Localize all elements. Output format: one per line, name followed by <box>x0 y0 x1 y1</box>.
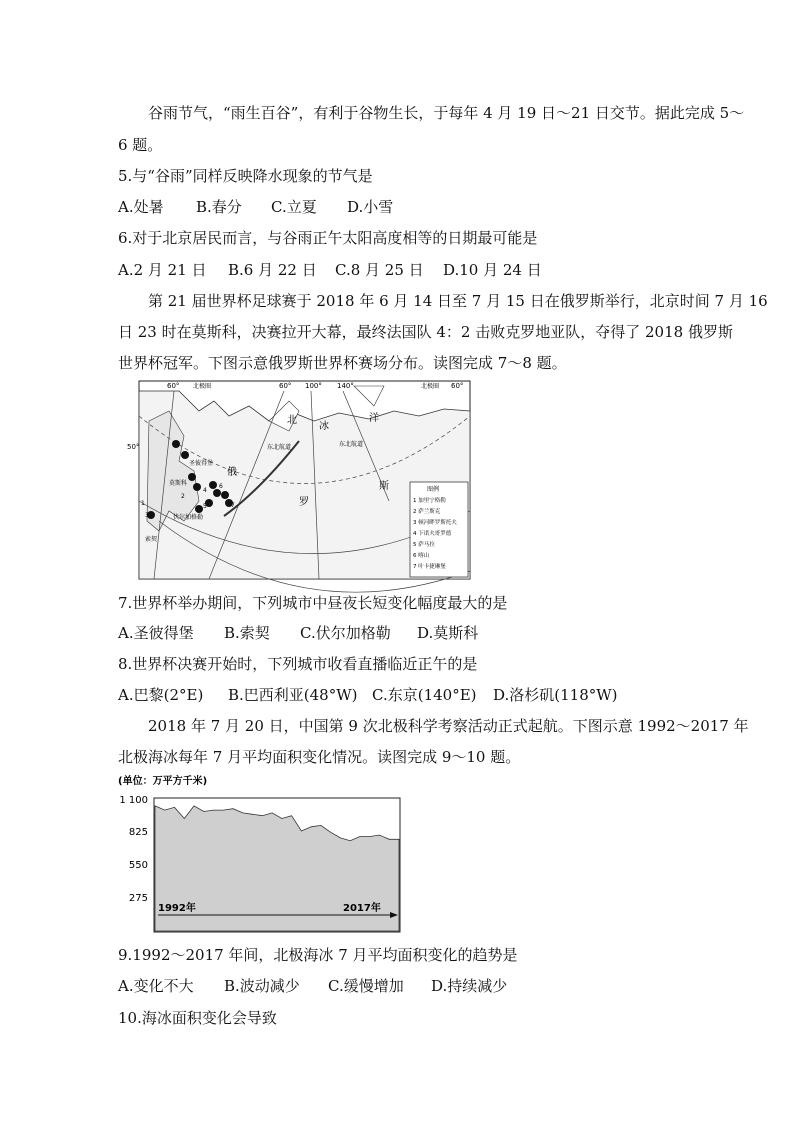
question-9-option-a[interactable]: A.变化不大 <box>118 977 194 995</box>
map-legend-item-4: 4 下诺夫哥罗德 <box>413 531 452 537</box>
chart-y-tick-550: 550 <box>128 860 148 871</box>
map-number-7: 7 <box>231 502 235 509</box>
map-legend-item-1: 1 加里宁格勒 <box>413 498 446 504</box>
map-venue-dot <box>172 440 180 448</box>
map-number-3: 3 <box>145 512 149 519</box>
question-7-option-c[interactable]: C.伏尔加格勒 <box>300 624 391 642</box>
map-venue-dot <box>209 481 217 489</box>
question-5-option-d[interactable]: D.小雪 <box>347 198 394 216</box>
chart-y-tick-275: 275 <box>128 893 148 904</box>
chart-unit-label: (单位：万平方千米) <box>118 776 208 787</box>
chart-y-tick-1100: 1 100 <box>119 795 148 806</box>
map-city-moscow: 莫斯科 <box>169 480 188 487</box>
map-city-volgograd: 伏尔加格勒 <box>173 514 204 521</box>
question-8-stem: 8.世界杯决赛开始时，下列城市收看直播临近正午的是 <box>118 655 478 673</box>
map-venue-dot <box>193 483 201 491</box>
map-legend-box <box>410 482 468 577</box>
chart-y-tick-825: 825 <box>128 827 148 838</box>
question-8-option-c[interactable]: C.东京(140°E) <box>372 686 477 704</box>
map-number-5: 5 <box>203 503 207 510</box>
question-7-stem: 7.世界杯举办期间，下列城市中昼夜长短变化幅度最大的是 <box>118 594 508 612</box>
map-label-100: 100° <box>305 382 322 390</box>
question-6-option-c[interactable]: C.8 月 25 日 <box>335 261 424 279</box>
map-label-arctic-circle-right: 北极圈 <box>421 383 440 390</box>
question-6-option-b[interactable]: B.6 月 22 日 <box>228 261 317 279</box>
map-venue-dot <box>181 451 189 459</box>
question-5-option-a[interactable]: A.处暑 <box>118 198 164 216</box>
question-6-option-d[interactable]: D.10 月 24 日 <box>443 261 542 279</box>
question-8-option-d[interactable]: D.洛杉矶(118°W) <box>493 686 618 704</box>
question-9-option-d[interactable]: D.持续减少 <box>431 977 508 995</box>
map-label-country-1: 俄 <box>227 467 237 478</box>
question-9-stem: 9.1992～2017 年间，北极海冰 7 月平均面积变化的趋势是 <box>118 946 518 964</box>
map-number-4: 4 <box>203 487 207 494</box>
map-label-60-left: 60° <box>167 382 180 390</box>
map-label-60-right: 60° <box>451 382 464 390</box>
question-9-option-b[interactable]: B.波动减少 <box>224 977 300 995</box>
question-5-option-c[interactable]: C.立夏 <box>271 198 317 216</box>
question-7-option-d[interactable]: D.莫斯科 <box>417 624 479 642</box>
map-venue-dot <box>221 491 229 499</box>
question-8-option-b[interactable]: B.巴西利亚(48°W) <box>228 686 358 704</box>
passage-7-8-line-2: 日 23 时在莫斯科，决赛拉开大幕，最终法国队 4：2 击败克罗地亚队，夺得了 2018 俄罗斯 <box>118 323 733 341</box>
map-venue-dot <box>213 489 221 497</box>
map-label-country-3: 斯 <box>379 481 389 492</box>
chart-x-end-label: 2017年 <box>343 903 381 914</box>
question-5-stem: 5.与“谷雨”同样反映降水现象的节气是 <box>118 167 373 185</box>
map-legend-item-3: 3 顿河畔罗斯托夫 <box>413 520 457 526</box>
map-label-ocean-1: 北 <box>287 415 297 426</box>
map-venue-dot <box>195 505 203 513</box>
passage-7-8-line-3: 世界杯冠军。下图示意俄罗斯世界杯赛场分布。读图完成 7～8 题。 <box>118 354 567 372</box>
question-7-option-b[interactable]: B.索契 <box>224 624 270 642</box>
map-legend-title: 图例 <box>427 486 440 493</box>
map-label-route-2: 东北航道 <box>339 441 364 448</box>
question-10-stem: 10.海冰面积变化会导致 <box>118 1009 277 1027</box>
map-number-6: 6 <box>219 483 223 490</box>
map-label-country-2: 罗 <box>299 497 309 508</box>
map-number-2: 2 <box>181 493 185 500</box>
passage-7-8-line-1: 第 21 届世界杯足球赛于 2018 年 6 月 14 日至 7 月 15 日在俄罗斯举行，北京时间 7 月 16 <box>148 292 768 310</box>
passage-5-6-line-1: 谷雨节气，“雨生百谷”，有利于谷物生长，于每年 4 月 19 日～21 日交节。据此完成 5～ <box>148 104 745 122</box>
passage-5-6-line-2: 6 题。 <box>118 136 163 154</box>
question-9-option-c[interactable]: C.缓慢增加 <box>328 977 404 995</box>
map-city-st-petersburg: 圣彼得堡 <box>189 460 214 467</box>
question-8-option-a[interactable]: A.巴黎(2°E) <box>118 686 204 704</box>
sea-ice-area-chart <box>118 773 403 936</box>
passage-9-10-line-1: 2018 年 7 月 20 日，中国第 9 次北极科学考察活动正式起航。下图示意 1992～2017 年 <box>148 717 749 735</box>
question-6-option-a[interactable]: A.2 月 21 日 <box>118 261 207 279</box>
passage-9-10-line-2: 北极海冰每年 7 月平均面积变化情况。读图完成 9～10 题。 <box>118 748 521 766</box>
map-label-50: 50° <box>127 443 140 451</box>
question-7-option-a[interactable]: A.圣彼得堡 <box>118 624 194 642</box>
map-city-sochi: 索契 <box>145 536 158 543</box>
question-5-option-b[interactable]: B.春分 <box>196 198 242 216</box>
chart-x-start-label: 1992年 <box>158 903 196 914</box>
map-label-ocean-3: 洋 <box>369 413 379 424</box>
map-label-arctic-circle-left: 北极圈 <box>193 383 212 390</box>
map-label-140: 140° <box>337 382 354 390</box>
map-venue-dot <box>188 473 196 481</box>
map-label-ocean-2: 冰 <box>319 421 329 432</box>
map-number-1: 1 <box>141 500 145 507</box>
map-legend-item-6: 6 喀山 <box>413 553 430 559</box>
russia-worldcup-venue-map <box>127 381 470 579</box>
map-legend-item-5: 5 萨马拉 <box>413 542 435 548</box>
map-label-60-mid: 60° <box>279 382 292 390</box>
question-6-stem: 6.对于北京居民而言，与谷雨正午太阳高度相等的日期最可能是 <box>118 229 538 247</box>
map-legend-item-7: 7 叶卡捷琳堡 <box>413 564 446 570</box>
map-legend-item-2: 2 萨兰斯克 <box>413 509 441 515</box>
map-label-route-1: 东北航道 <box>267 444 292 451</box>
